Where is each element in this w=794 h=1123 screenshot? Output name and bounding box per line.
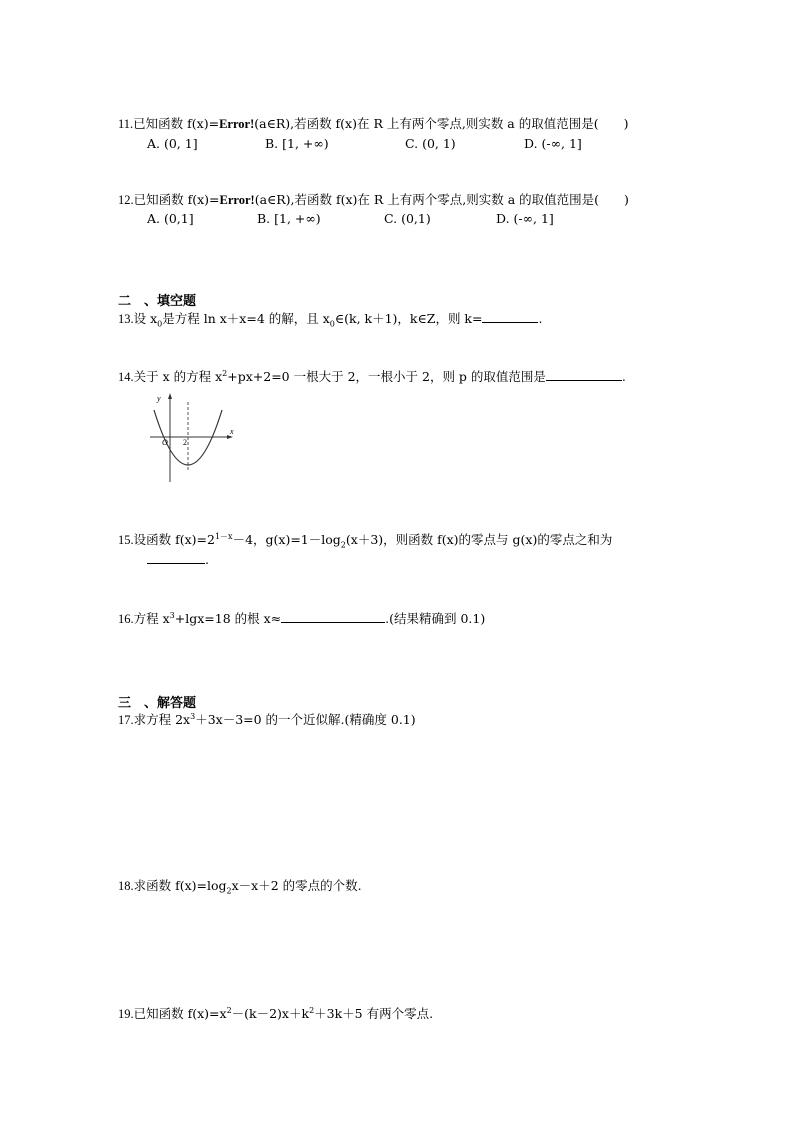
question-12 xyxy=(118,192,629,208)
question-text: (a∈R),若函数 f(x)在 R 上有两个零点,则实数 a 的取值范围是( ) xyxy=(254,116,629,131)
question-text: 设函数 f(x)=2 xyxy=(133,532,215,547)
question-14 xyxy=(118,368,626,385)
superscript: 2 xyxy=(226,1005,232,1015)
question-text: －4，g(x)=1－log xyxy=(232,532,341,547)
question-text: x－x＋2 的零点的个数. xyxy=(231,878,362,893)
superscript: 1－x xyxy=(214,531,233,541)
question-number: 18. xyxy=(118,879,134,893)
question-17 xyxy=(118,712,416,728)
question-16 xyxy=(118,610,485,627)
question-19 xyxy=(118,1006,433,1022)
error-marker: Error! xyxy=(219,117,255,131)
question-number: 12. xyxy=(118,193,134,207)
tick-label-2: 2 xyxy=(183,438,187,447)
question-text: (a∈R),若函数 f(x)在 R 上有两个零点,则实数 a 的取值范围是( ) xyxy=(254,192,629,207)
answer-blank[interactable] xyxy=(147,551,205,564)
parabola-graph xyxy=(146,390,238,484)
subscript: 2 xyxy=(226,886,232,896)
question-text: ＋3k＋5 有两个零点. xyxy=(314,1006,434,1021)
answer-blank[interactable] xyxy=(281,610,385,623)
option-b: B. [1, +∞) xyxy=(257,211,321,226)
error-marker: Error! xyxy=(219,193,255,207)
question-number: 11. xyxy=(118,117,134,131)
subscript: 0 xyxy=(157,319,163,329)
question-text: (x＋3)，则函数 f(x)的零点与 g(x)的零点之和为 xyxy=(345,532,613,547)
question-text: 已知函数 f(x)=x xyxy=(133,1006,227,1021)
question-text: . xyxy=(538,311,543,326)
question-text: 方程 x xyxy=(133,611,170,626)
question-number: 13. xyxy=(118,312,134,326)
question-number: 17. xyxy=(118,713,134,727)
y-axis-label: y xyxy=(157,394,161,403)
question-number: 15. xyxy=(118,533,134,547)
question-text: ∈(k, k＋1)，k∈Z，则 k= xyxy=(334,311,483,326)
question-text: +px+2=0 一根大于 2，一根小于 2，则 p 的取值范围是 xyxy=(227,369,546,384)
subscript: 0 xyxy=(329,319,335,329)
option-a: A. (0, 1] xyxy=(147,136,198,151)
question-text: +lgx=18 的根 x≈ xyxy=(174,611,282,626)
question-text: . xyxy=(621,369,626,384)
superscript: 3 xyxy=(190,711,196,721)
question-text: 已知函数 f(x)= xyxy=(133,192,220,207)
y-axis-arrow xyxy=(168,393,172,399)
question-text: 关于 x 的方程 x xyxy=(133,369,223,384)
option-d: D. (-∞, 1] xyxy=(496,211,554,226)
question-text: ＋3x－3=0 的一个近似解.(精确度 0.1) xyxy=(195,712,416,727)
x-axis-label: x xyxy=(230,427,234,436)
answer-blank[interactable] xyxy=(546,368,622,381)
question-15-answer-line xyxy=(147,551,209,568)
question-text: 已知函数 f(x)= xyxy=(133,116,220,131)
question-text: . xyxy=(205,552,209,567)
question-text: 是方程 ln x＋x=4 的解，且 x xyxy=(162,311,330,326)
question-text: .(结果精确到 0.1) xyxy=(385,611,486,626)
option-b: B. [1, +∞) xyxy=(265,136,329,151)
question-15 xyxy=(118,532,612,548)
question-13 xyxy=(118,310,542,327)
question-text: －(k－2)x＋k xyxy=(231,1006,310,1021)
question-number: 16. xyxy=(118,612,134,626)
superscript: 2 xyxy=(309,1005,315,1015)
superscript: 3 xyxy=(169,610,175,620)
option-c: C. (0,1) xyxy=(384,211,431,226)
question-18 xyxy=(118,878,362,894)
answer-blank[interactable] xyxy=(482,310,538,323)
section-fill-in-heading: 二 、填空题 xyxy=(118,294,197,309)
superscript: 2 xyxy=(222,368,228,378)
subscript: 2 xyxy=(340,540,346,550)
section-solve-heading: 三 、解答题 xyxy=(118,696,197,711)
question-text: 求函数 f(x)=log xyxy=(133,878,227,893)
question-number: 19. xyxy=(118,1007,134,1021)
option-c: C. (0, 1) xyxy=(405,136,456,151)
question-text: 设 x xyxy=(133,311,158,326)
option-a: A. (0,1] xyxy=(147,211,194,226)
question-11 xyxy=(118,116,628,132)
question-text: 求方程 2x xyxy=(133,712,191,727)
option-d: D. (-∞, 1] xyxy=(524,136,582,151)
origin-label: O xyxy=(162,438,168,447)
question-number: 14. xyxy=(118,370,134,384)
